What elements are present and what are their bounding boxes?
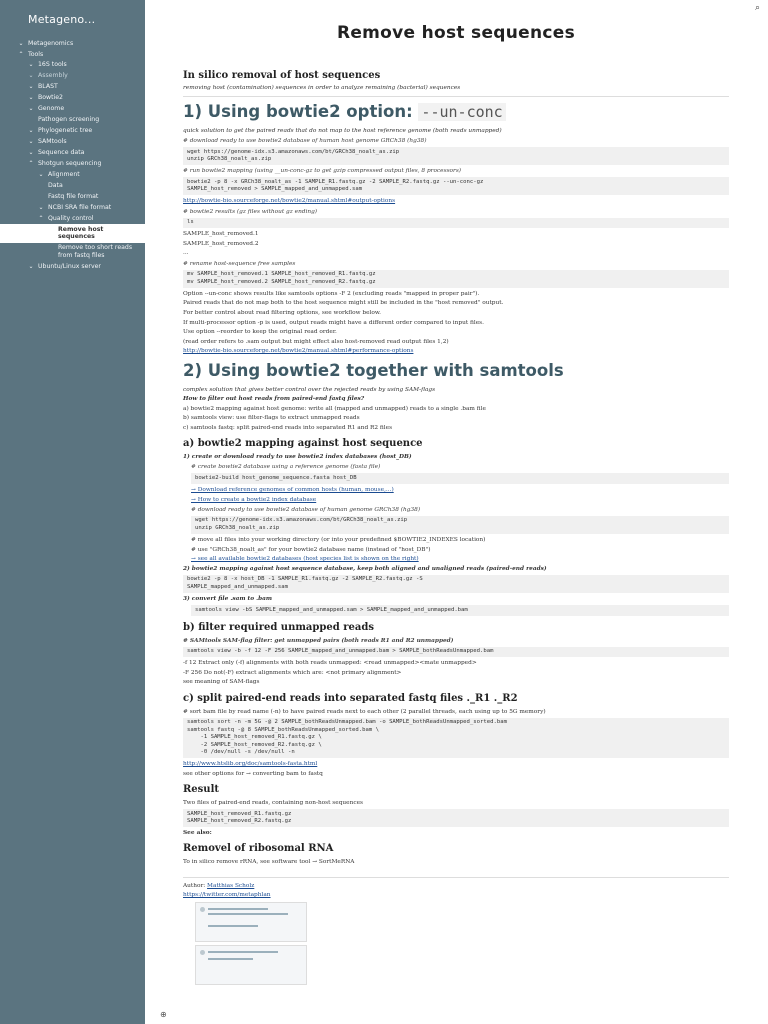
- sidebar-item-label: Data: [48, 181, 63, 189]
- avatar: [200, 950, 205, 955]
- sidebar-item-label: Sequence data: [38, 148, 85, 156]
- output-line: SAMPLE_host_removed.1: [183, 231, 259, 238]
- placeholder-bar: [208, 913, 288, 915]
- main-content: [183, 22, 729, 988]
- subsection-a-heading: a) bowtie2 mapping against host sequence: [183, 438, 423, 450]
- page-title: Remove host sequences: [336, 23, 576, 43]
- chevron-up-icon[interactable]: ⌃: [38, 214, 44, 222]
- chevron-down-icon[interactable]: ⌄: [28, 94, 34, 102]
- avatar: [200, 907, 205, 912]
- link[interactable]: → How to create a bowtie2 index database: [191, 496, 317, 503]
- subhead: In silico removal of host sequences: [183, 69, 381, 81]
- link[interactable]: http://www.htslib.org/doc/samtools-fasta.html: [183, 761, 318, 768]
- chevron-down-icon[interactable]: ⌄: [28, 148, 34, 156]
- sidebar-item-alignment[interactable]: [0, 169, 145, 180]
- step-b: b) samtools view: use filter-flags to extract unmapped reads: [183, 415, 360, 422]
- chevron-down-icon[interactable]: ⌄: [38, 203, 44, 211]
- section-2-heading: 2) Using bowtie2 together with samtools: [183, 360, 564, 380]
- paragraph: see other options for → converting bam to fastq: [183, 771, 323, 778]
- sidebar-item-label: Metagenomics: [28, 39, 74, 47]
- sidebar-item-label: Quality control: [48, 214, 94, 222]
- sidebar-item-label: Fastq file format: [48, 192, 99, 200]
- sidebar-item-label: Genome: [38, 105, 65, 113]
- sidebar-item-remove-host-sequences[interactable]: [0, 224, 145, 243]
- sidebar-item-label: Bowtie2: [38, 94, 63, 102]
- comment: # create bowtie2 database using a reference genome (fasta file): [191, 464, 381, 471]
- code-block[interactable]: bowtie2-build host_genome_sequence.fasta host_DB: [191, 473, 729, 484]
- note: # move all files into your working directory (or into your predefined $BOWTIE2_INDEXES location): [191, 536, 486, 543]
- section-1-title: 1) Using bowtie2 option:: [183, 101, 413, 121]
- paragraph: Paired reads that do not map both to the host sequence might still be included in the "host removed" output.: [183, 300, 504, 307]
- sidebar-item-bowtie2[interactable]: [0, 93, 145, 104]
- chevron-down-icon[interactable]: ⌄: [18, 39, 24, 47]
- code-block[interactable]: samtools view -bS SAMPLE_mapped_and_unmapped.sam > SAMPLE_mapped_and_unmapped.bam: [191, 605, 729, 616]
- comment: # bowtie2 results (gz files without gz ending): [183, 208, 318, 215]
- divider: [183, 96, 729, 97]
- sidebar-item-metagenomics[interactable]: [0, 38, 145, 49]
- sidebar-item-phylogenetic-tree[interactable]: [0, 126, 145, 137]
- paragraph: If multi-processor option -p is used, output reads might have a different order compared to input files.: [183, 319, 484, 326]
- comment: # download ready to use bowtie2 database of human genome GRCh38 (hg38): [191, 506, 421, 513]
- sidebar-item-label: Tools: [28, 50, 44, 58]
- sidebar-item-label: 16S tools: [38, 61, 67, 69]
- code-block[interactable]: mv SAMPLE_host_removed.1 SAMPLE_host_removed_R1.fastq.gz mv SAMPLE_host_removed.2 SAMPLE_host_removed_R2.fastq.gz: [183, 270, 729, 288]
- code-block[interactable]: samtools view -b -f 12 -F 256 SAMPLE_mapped_and_unmapped.bam > SAMPLE_bothReadsUnmapped.bam: [183, 647, 729, 658]
- step-c: c) samtools fastq: split paired-end reads into separated R1 and R2 files: [183, 425, 393, 432]
- sidebar-item-pathogen-screening[interactable]: [0, 115, 145, 126]
- comment: # SAMtools SAM-flag filter: get unmapped pairs (both reads R1 and R2 unmapped): [183, 637, 454, 644]
- flag-note: see meaning of SAM-flags: [183, 679, 260, 686]
- sidebar-item-label: Assembly: [38, 72, 68, 80]
- chevron-down-icon[interactable]: ⌄: [28, 105, 34, 113]
- author-link[interactable]: Matthias Scholz: [207, 882, 255, 889]
- placeholder-bar: [208, 958, 253, 960]
- chevron-up-icon[interactable]: ⌃: [28, 159, 34, 167]
- twitter-link[interactable]: https://twitter.com/metaphlan: [183, 892, 271, 899]
- settings-icon[interactable]: ⊕: [160, 1010, 167, 1019]
- sidebar-item-remove-too-short-reads-from-fastq-files[interactable]: [0, 243, 145, 262]
- step-1: 1) create or download ready to use bowtie2 index databases (host_DB): [183, 454, 412, 461]
- sidebar-item-assembly[interactable]: [0, 71, 145, 82]
- section-1-heading: [183, 103, 729, 121]
- sidebar-item-16s-tools[interactable]: [0, 60, 145, 71]
- code-block[interactable]: bowtie2 -p 8 -x GRCh38_noalt_as -1 SAMPLE_R1.fastq.gz -2 SAMPLE_R2.fastq.gz --un-conc-gz SAMPLE_host_removed > SAMPLE_mapped_and_unmapped.sam: [183, 177, 729, 195]
- chevron-down-icon[interactable]: ⌄: [28, 72, 34, 80]
- sidebar-item-label: Phylogenetic tree: [38, 127, 93, 135]
- sidebar-item-ubuntu-linux-server[interactable]: [0, 261, 145, 272]
- sidebar-item-samtools[interactable]: [0, 136, 145, 147]
- flag-note: -F 256 Do not(-F) extract alignments which are: <not primary alignment>: [183, 669, 402, 676]
- sidebar-item-genome[interactable]: [0, 104, 145, 115]
- sidebar-item-label: BLAST: [38, 83, 58, 91]
- see-also: See also:: [183, 830, 212, 837]
- paragraph: Use option --reorder to keep the original read order.: [183, 329, 337, 336]
- code-block[interactable]: wget https://genome-idx.s3.amazonaws.com/bt/GRCh38_noalt_as.zip unzip GRCh38_noalt_as.zip: [183, 147, 729, 165]
- output-line: ...: [183, 250, 189, 257]
- s1-lead: quick solution to get the paired reads that do not map to the host reference genome (both reads unmapped): [183, 127, 502, 134]
- sidebar-nav: [0, 38, 145, 272]
- comment: # rename host-sequence free samples: [183, 260, 296, 267]
- sidebar-item-label: SAMtools: [38, 138, 67, 146]
- paragraph: (read order refers to .sam output but might effect also host-removed read output files 1,2): [183, 338, 449, 345]
- sidebar-item-fastq-file-format[interactable]: [0, 191, 145, 202]
- sidebar-item-sequence-data[interactable]: [0, 147, 145, 158]
- placeholder-bar: [208, 925, 258, 927]
- paragraph: Two files of paired-end reads, containing non-host sequences: [183, 800, 363, 807]
- sidebar-item-ncbi-sra-file-format[interactable]: [0, 202, 145, 213]
- comment: # download ready to use bowtie2 database of human host genome GRCh38 (hg38): [183, 138, 427, 145]
- code-block[interactable]: bowtie2 -p 8 -x host_DB -1 SAMPLE_R1.fastq.gz -2 SAMPLE_R2.fastq.gz -S SAMPLE_mapped_and_unmapped.sam: [183, 575, 729, 593]
- sidebar-item-label: Remove host sequences: [58, 225, 104, 241]
- divider: [183, 877, 729, 878]
- s2-lead: complex solution that gives better control over the rejected reads by using SAM-flags: [183, 386, 436, 393]
- subsection-b-heading: b) filter required unmapped reads: [183, 621, 374, 633]
- link[interactable]: → see all available bowtie2 databases (host species list is shown on the right): [191, 556, 419, 563]
- link[interactable]: http://bowtie-bio.sourceforge.net/bowtie2/manual.shtml#performance-options: [183, 348, 414, 355]
- section-1-code: --un-conc: [418, 103, 505, 121]
- author-line: [183, 882, 729, 890]
- site-title[interactable]: Metageno...: [28, 13, 96, 26]
- paragraph: Option --un-conc shows results like samtools options -F 2 (excluding reads "mapped in proper pair").: [183, 290, 480, 297]
- sidebar-item-label: NCBI SRA file format: [48, 203, 112, 211]
- search-icon[interactable]: ⌕: [754, 3, 760, 13]
- output-line: SAMPLE_host_removed.2: [183, 240, 259, 247]
- sidebar-item-label: Shotgun sequencing: [38, 159, 102, 167]
- sidebar-item-shotgun-sequencing[interactable]: [0, 158, 145, 169]
- chevron-down-icon[interactable]: ⌄: [28, 61, 34, 69]
- result-heading: Result: [183, 784, 219, 796]
- note: # use "GRCh38_noalt_as" for your bowtie2 database name (instead of "host_DB"): [191, 546, 431, 553]
- placeholder-bar: [208, 908, 268, 910]
- code-block[interactable]: ls: [183, 218, 729, 229]
- rrna-heading: Removel of ribosomal RNA: [183, 843, 334, 855]
- link[interactable]: → Download reference genomes of common hosts (human, mouse,...): [191, 486, 394, 493]
- placeholder-bar: [208, 951, 278, 953]
- sidebar-item-label: Alignment: [48, 170, 80, 178]
- sidebar: [0, 0, 145, 1024]
- paragraph: To in silico remove rRNA, see software tool → SortMeRNA: [183, 859, 355, 866]
- code-block[interactable]: samtools sort -n -m 5G -@ 2 SAMPLE_bothReadsUnmapped.bam -o SAMPLE_bothReadsUnmapped_sorted.bam samtools fastq -@ 8 SAMPLE_bothReadsUnmapped_sorted.bam \ -1 SAMPLE_host_removed_R1.fastq.gz \ -2 SAMPLE_host_removed_R2.fastq.gz \ -0 /dev/null -s /dev/null -n: [183, 718, 729, 759]
- sidebar-item-label: Remove too short reads from fastq files: [58, 244, 133, 259]
- sidebar-item-label: Pathogen screening: [38, 116, 100, 124]
- sidebar-item-data[interactable]: [0, 180, 145, 191]
- step-a: a) bowtie2 mapping against host genome: write all (mapped and unmapped) reads to a single .bam file: [183, 405, 486, 412]
- comment: # sort bam file by read name (-n) to have paired reads next to each other (2 parallel threads, each using up to 5G memory): [183, 708, 546, 715]
- sidebar-item-label: Ubuntu/Linux server: [38, 262, 101, 270]
- chevron-up-icon[interactable]: ⌃: [18, 50, 24, 58]
- chevron-down-icon[interactable]: ⌄: [38, 170, 44, 178]
- sidebar-item-quality-control[interactable]: [0, 213, 145, 224]
- comment: # run bowtie2 mapping (using __un-conc-gz to get gzip compressed output files, 8 processors): [183, 168, 462, 175]
- chevron-down-icon[interactable]: ⌄: [28, 138, 34, 146]
- chevron-down-icon[interactable]: ⌄: [28, 127, 34, 135]
- tweet-image[interactable]: [195, 945, 307, 985]
- sidebar-item-blast[interactable]: [0, 82, 145, 93]
- question: How to filter out host reads from paired-end fastq files?: [183, 396, 365, 403]
- active-marker: [0, 227, 4, 235]
- step-2: 2) bowtie2 mapping against host sequence database, keep both aligned and unaligned reads (paired-end reads): [183, 565, 547, 572]
- author-label: Author:: [183, 882, 206, 889]
- chevron-down-icon[interactable]: ⌄: [28, 83, 34, 91]
- paragraph: For better control about read filtering options, see workflow below.: [183, 309, 382, 316]
- code-block[interactable]: SAMPLE_host_removed_R1.fastq.gz SAMPLE_host_removed_R2.fastq.gz: [183, 809, 729, 827]
- step-3: 3) convert file .sam to .bam: [183, 595, 273, 602]
- chevron-down-icon[interactable]: ⌄: [28, 262, 34, 270]
- tweet-image[interactable]: [195, 902, 307, 942]
- code-block[interactable]: wget https://genome-idx.s3.amazonaws.com/bt/GRCh38_noalt_as.zip unzip GRCh38_noalt_as.zip: [191, 516, 729, 534]
- subsection-c-heading: c) split paired-end reads into separated fastq files ._R1 ._R2: [183, 692, 518, 704]
- sidebar-item-tools[interactable]: [0, 49, 145, 60]
- link[interactable]: http://bowtie-bio.sourceforge.net/bowtie2/manual.shtml#output-options: [183, 198, 396, 205]
- intro-text: removing host (contamination) sequences in order to analyze remaining (bacterial) sequences: [183, 84, 461, 91]
- flag-note: -f 12 Extract only (-f) alignments with both reads unmapped: <read unmapped><mate unmapped>: [183, 660, 477, 667]
